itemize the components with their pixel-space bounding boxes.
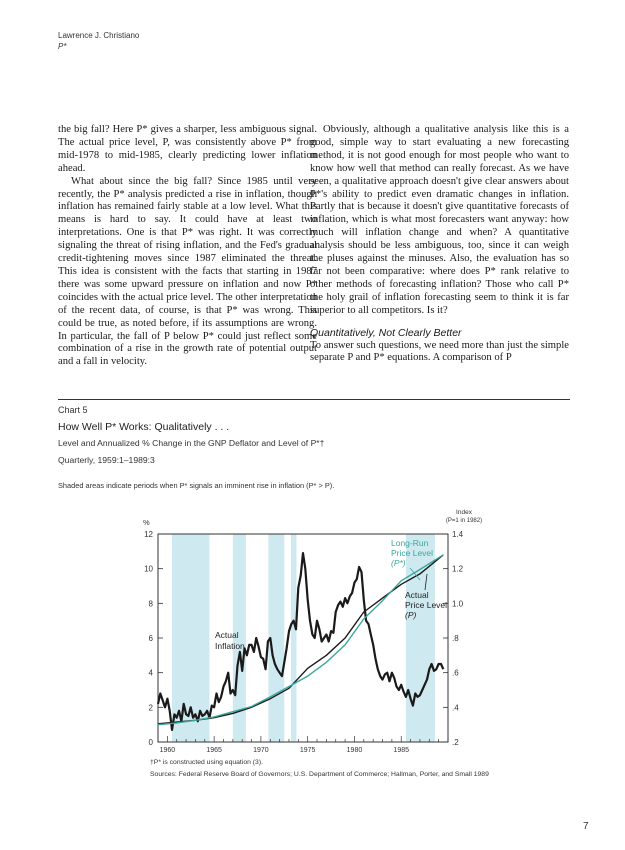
footnote-dagger: †P* is constructed using equation (3). — [150, 759, 263, 766]
chart-number: Chart 5 — [58, 405, 88, 415]
footnote-sources: Sources: Federal Reserve Board of Governors; U.S. Department of Commerce; Hallman, Porter, and Small 1989 — [150, 771, 489, 778]
paragraph: Obviously, although a qualitative analysis like this is a good, simple way to start evaluating a new forecasting method, it is not good enough for most people who want to know how well that method can really forecast. As we have seen, a qualitative approach doesn't give clear answers about P*'s ability to predict even dramatic changes in inflation. Partly that is because it doesn't give quantitative forecasts of inflation, which is what most forecasters want anyway: how much will inflation change and when? A quantitative analysis should be less ambiguous, too, since it can weigh the pluses against the minuses. Also, the evaluation has so far not been comparative: where does P* rank relative to other methods of forecasting inflation? Those who call P* the holy grail of inflation forecasting seem to think it is far superior to all competitors. Is it? — [310, 124, 569, 316]
x-tick-label: 1970 — [253, 747, 269, 754]
left-tick-label: 10 — [144, 564, 153, 574]
section-subhead: Quantitatively, Not Clearly Better — [310, 326, 462, 339]
paragraph: the big fall? Here P* gives a sharper, less ambiguous signal. The actual price level, P, was consistently above P* from mid-1978 to mid-1985, clearly predicting lower inflation ahead. — [58, 124, 317, 174]
right-tick-label: .2 — [452, 738, 459, 747]
left-tick-label: 4 — [148, 668, 153, 678]
left-tick-label: 0 — [148, 738, 153, 747]
label-actual-inflation-2: Inflation — [215, 641, 245, 651]
paragraph: What about since the big fall? Since 1985 until very recently, the P* analysis predicted a rise in inflation, though inflation has remained fairly stable at a low level. What this means is hard to say. It could have at least two interpretations. One is that P* was right. It was correctly signaling the threat of rising inflation, and the Fed's gradual credit-tightening moves since 1987 eliminated the threat. This idea is consistent with the facts that starting in 1987 there was some upward pressure on inflation and now P* coincides with the actual price level. The other interpretation of the recent data, of course, is that P* was wrong. This could be true, as noted before, if its assumptions are wrong. In particular, the fall of P below P* could just reflect some combination of a rise in the growth rate of potential output and a fall in velocity. — [58, 175, 317, 368]
left-axis-unit: % — [143, 518, 150, 527]
right-tick-label: 1.2 — [452, 564, 464, 574]
label-long-run-2: Price Level — [391, 548, 434, 558]
right-tick-label: .4 — [452, 703, 459, 713]
shaded-period — [291, 534, 297, 742]
right-tick-label: 1.4 — [452, 530, 464, 539]
paragraph: To answer such questions, we need more than just the simple separate P and P* equations. A comparison of P — [310, 339, 569, 364]
right-axis-unit-note: (P=1 in 1982) — [445, 518, 483, 524]
chart-shade-note: Shaded areas indicate periods when P* signals an imminent rise in inflation (P* > P). — [58, 481, 335, 490]
chart-description: Level and Annualized % Change in the GNP Deflator and Level of P*† — [58, 438, 325, 448]
x-tick-label: 1980 — [346, 747, 363, 754]
left-tick-label: 6 — [148, 634, 153, 643]
left-tick-label: 2 — [148, 703, 153, 713]
right-axis-unit: Index — [456, 509, 472, 516]
x-tick-label: 1975 — [299, 747, 316, 754]
label-long-run-sym: (P*) — [391, 558, 406, 568]
right-tick-label: .8 — [452, 634, 459, 643]
label-actual-price-2: Price Level — [405, 600, 448, 610]
x-tick-label: 1960 — [159, 747, 176, 754]
chart-title: How Well P* Works: Qualitatively . . . — [58, 421, 230, 433]
x-tick-label: 1965 — [206, 747, 222, 754]
label-actual-inflation: Actual — [215, 630, 239, 640]
x-tick-label: 1985 — [393, 747, 410, 754]
header-short-title: P* — [58, 42, 67, 51]
left-tick-label: 8 — [148, 599, 153, 609]
label-long-run-1: Long-Run — [391, 538, 429, 548]
chart-period: Quarterly, 1959:1–1989:3 — [58, 455, 155, 465]
left-tick-label: 12 — [144, 530, 153, 539]
right-tick-label: .6 — [452, 668, 459, 678]
label-actual-price-sym: (P) — [405, 610, 417, 620]
label-actual-price-1: Actual — [405, 590, 429, 600]
header-author: Lawrence J. Christiano — [58, 31, 140, 40]
right-tick-label: 1.0 — [452, 599, 464, 609]
page-number: 7 — [583, 821, 589, 832]
